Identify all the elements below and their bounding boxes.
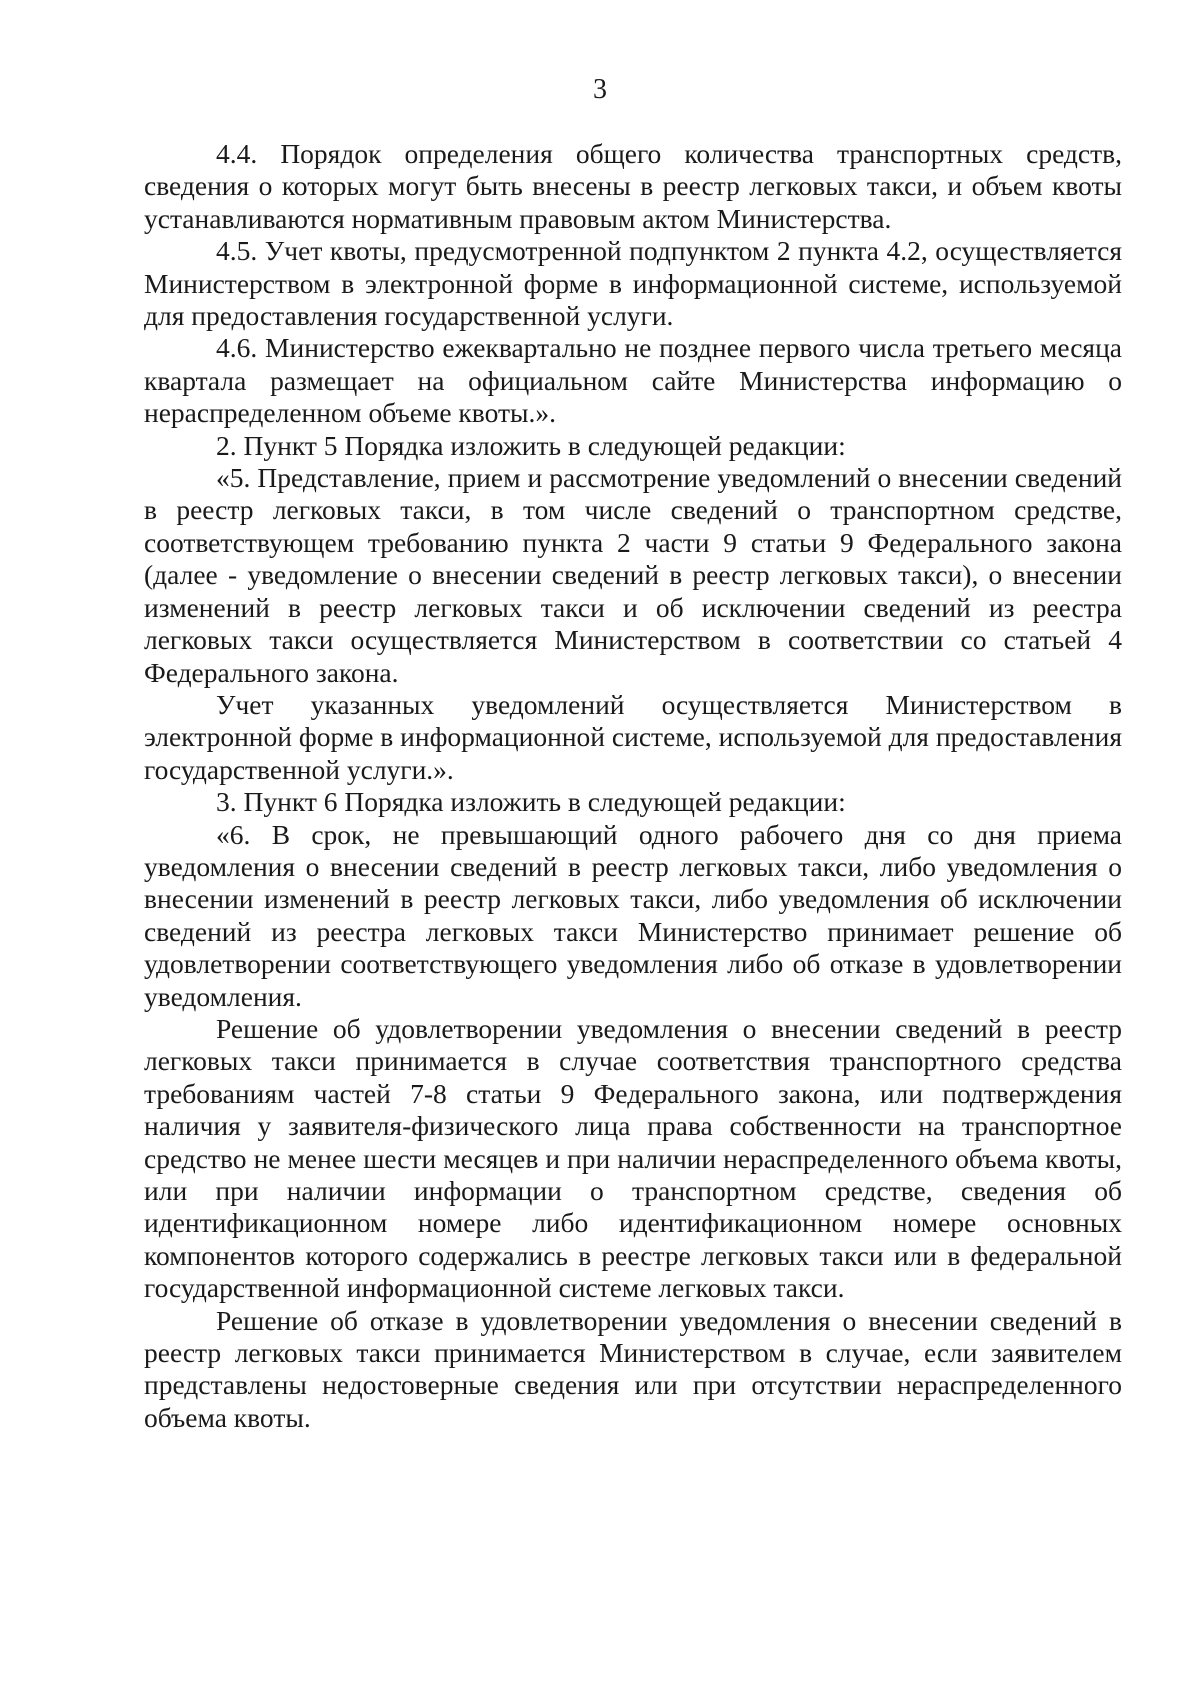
paragraph-5-notification-accounting: Учет указанных уведомлений осуществляется Министерством в электронной форме в информационной системе, используемой для предоставления государственной услуги.».: [144, 688, 1122, 785]
paragraph-4-5: 4.5. Учет квоты, предусмотренной подпунктом 2 пункта 4.2, осуществляется Министерством в электронной форме в информационной системе, используемой для предоставления государственной услуги.: [144, 235, 1122, 332]
paragraph-6-refusal-decision: Решение об отказе в удовлетворении уведомления о внесении сведений в реестр легковых такси принимается Министерством в случае, если заявителем представлены недостоверные сведения или при отсутствии нераспределенного объема квоты.: [144, 1304, 1122, 1433]
paragraph-5: «5. Представление, прием и рассмотрение уведомлений о внесении сведений в реестр легковых такси, в том числе сведений о транспортном средстве, соответствующем требованию пункта 2 части 9 статьи 9 Федерального закона (далее - уведомление о внесении сведений в реестр легковых такси), о внесении изменений в реестр легковых такси и об исключении сведений из реестра легковых такси осуществляется Министерством в соответствии со статьей 4 Федерального закона.: [144, 462, 1122, 688]
paragraph-amendment-3: 3. Пункт 6 Порядка изложить в следующей редакции:: [216, 786, 846, 818]
page-number: 3: [593, 74, 607, 105]
paragraph-6: «6. В срок, не превышающий одного рабочего дня со дня приема уведомления о внесении сведений в реестр легковых такси, либо уведомления о внесении изменений в реестр легковых такси, либо уведомления об исключении сведений из реестра легковых такси Министерство принимает решение об удовлетворении соответствующего уведомления либо об отказе в удовлетворении уведомления.: [144, 818, 1122, 1012]
document-body: [144, 138, 1122, 1434]
paragraph-6-approval-decision: Решение об удовлетворении уведомления о внесении сведений в реестр легковых такси принимается в случае соответствия транспортного средства требованиям частей 7-8 статьи 9 Федерального закона, или подтверждения наличия у заявителя-физического лица права собственности на транспортное средство не менее шести месяцев и при наличии нераспределенного объема квоты, или при наличии информации о транспортном средстве, сведения об идентификационном номере либо идентификационном номере основных компонентов которого содержались в реестре легковых такси или в федеральной государственной информационной системе легковых такси.: [144, 1012, 1122, 1304]
paragraph-4-4: 4.4. Порядок определения общего количества транспортных средств, сведения о которых могут быть внесены в реестр легковых такси, и объем квоты устанавливаются нормативным правовым актом Министерства.: [144, 138, 1122, 234]
paragraph-amendment-2: 2. Пункт 5 Порядка изложить в следующей редакции:: [216, 429, 846, 461]
paragraph-4-6: 4.6. Министерство ежеквартально не позднее первого числа третьего месяца квартала размещает на официальном сайте Министерства информацию о нераспределенном объеме квоты.».: [144, 332, 1122, 429]
